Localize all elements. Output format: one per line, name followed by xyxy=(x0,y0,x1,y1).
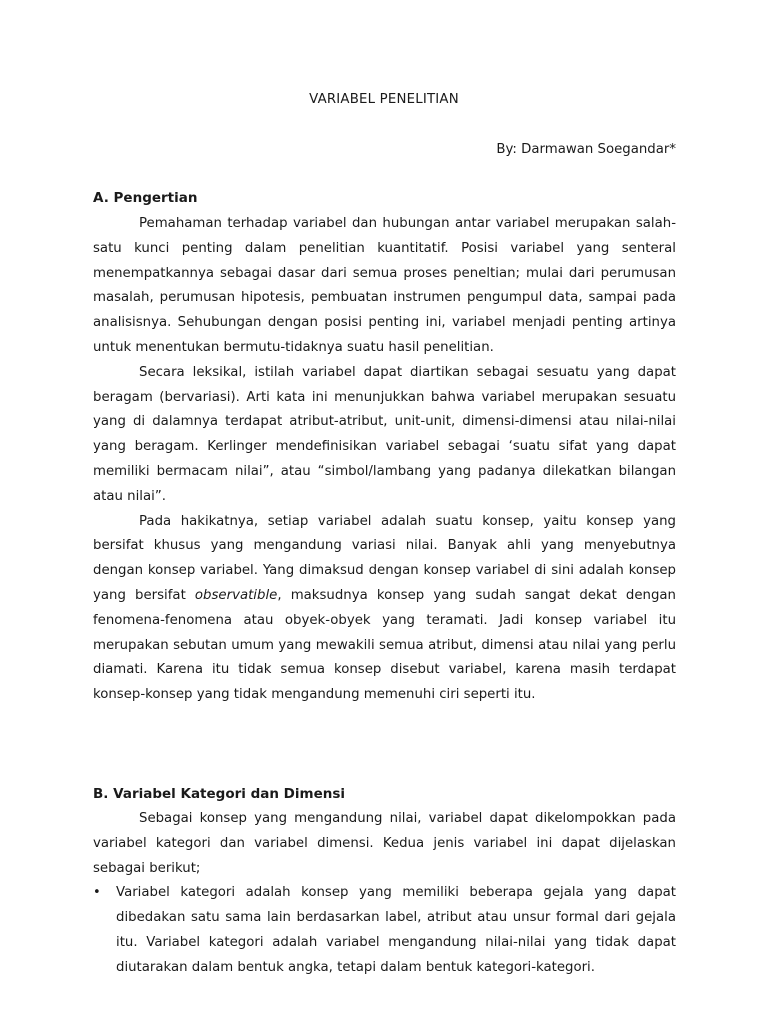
bullet-icon: • xyxy=(93,885,101,901)
section-b-body xyxy=(93,807,676,981)
paragraph: Pemahaman terhadap variabel dan hubungan antar variabel merupakan salah-satu kunci penting dalam penelitian kuantitatif. Posisi variabel yang senteral menempatkannya sebagai dasar dari semua proses peneltian; mulai dari perumusan masalah, perumusan hipotesis, pembuatan instrumen pengumpul data, sampai pada analisisnya. Sehubungan dengan posisi penting ini, variabel menjadi penting artinya untuk menentukan bermutu-tidaknya suatu hasil penelitian. xyxy=(93,216,676,355)
paragraph: Sebagai konsep yang mengandung nilai, variabel dapat dikelompokkan pada variabel kategori dan variabel dimensi. Kedua jenis variabel ini dapat dijelaskan sebagai berikut; xyxy=(93,811,676,876)
section-a-heading: A. Pengertian xyxy=(93,190,198,206)
section-b-heading: B. Variabel Kategori dan Dimensi xyxy=(93,786,345,802)
section-a-body xyxy=(93,212,676,708)
author-line: By: Darmawan Soegandar* xyxy=(496,142,676,157)
document-title: VARIABEL PENELITIAN xyxy=(309,92,459,107)
bullet-item xyxy=(93,881,676,980)
paragraph xyxy=(93,510,676,708)
italic-term: observatible xyxy=(194,587,278,603)
bullet-list xyxy=(93,881,676,980)
paragraph-text: , maksudnya konsep yang sudah sangat dekat dengan fenomena-fenomena atau obyek-obyek yang teramati. Jadi konsep variabel itu merupakan sebutan umum yang mewakili semua atribut, dimensi atau nilai yang perlu diamati. Karena itu tidak semua konsep disebut variabel, karena masih terdapat konsep-konsep yang tidak mengandung memenuhi ciri seperti itu. xyxy=(93,587,676,703)
paragraph: Secara leksikal, istilah variabel dapat diartikan sebagai sesuatu yang dapat beragam (bervariasi). Arti kata ini menunjukkan bahwa variabel merupakan sesuatu yang di dalamnya terdapat atribut-atribut, unit-unit, dimensi-dimensi atau nilai-nilai yang beragam. Kerlinger mendefinisikan variabel sebagai ‘suatu sifat yang dapat memiliki bermacam nilai”, atau “simbol/lambang yang padanya dilekatkan bilangan atau nilai”. xyxy=(93,364,676,504)
paragraph-text: Pada hakikatnya, setiap variabel adalah suatu konsep, yaitu konsep yang bersifat khusus yang mengandung variasi nilai. Banyak ahli yang menyebutnya dengan konsep variabel. Yang dimaksud dengan konsep variabel di sini adalah konsep yang bersifat xyxy=(93,513,676,603)
bullet-text: Variabel kategori adalah konsep yang memiliki beberapa gejala yang dapat dibedakan satu sama lain berdasarkan label, atribut atau unsur formal dari gejala itu. Variabel kategori adalah variabel mengandung nilai-nilai yang tidak dapat diutarakan dalam bentuk angka, tetapi dalam bentuk kategori-kategori. xyxy=(116,885,676,975)
